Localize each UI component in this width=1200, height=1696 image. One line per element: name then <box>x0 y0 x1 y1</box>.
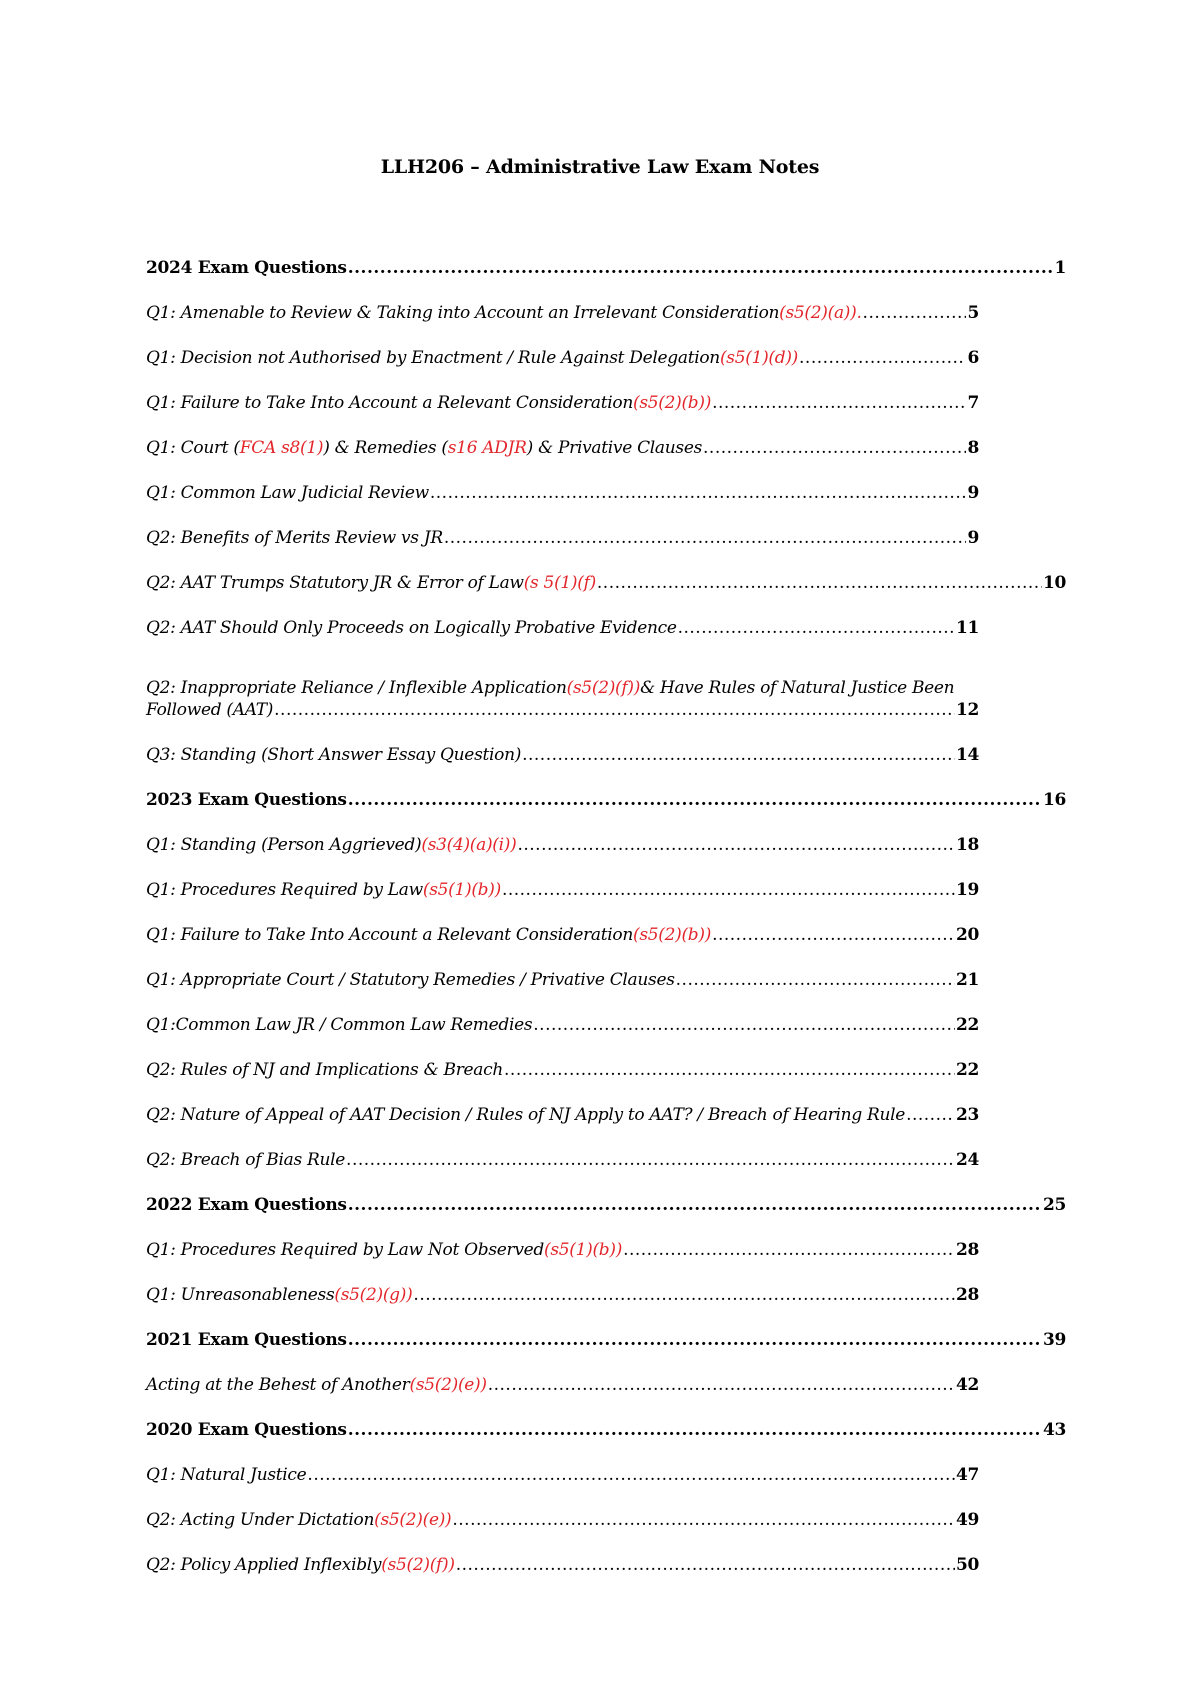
toc-leader-dots <box>348 257 1054 279</box>
toc-entry[interactable] <box>146 369 979 414</box>
toc-leader-dots <box>348 1419 1042 1441</box>
toc-entry[interactable] <box>146 279 979 324</box>
toc-entry-text: Acting at the Behest of Another <box>146 1375 410 1395</box>
toc-page-number: 14 <box>955 745 979 765</box>
toc-statute-ref: (s5(2)(f)) <box>566 678 641 698</box>
toc-entry-text: Q2: Nature of Appeal of AAT Decision / Rules of NJ Apply to AAT? / Breach of Hearing Rule <box>146 1105 906 1125</box>
toc-entry-text: Q1: Failure to Take Into Account a Relevant Consideration <box>146 925 634 945</box>
toc-page-number: 43 <box>1042 1420 1066 1440</box>
toc-entry-text: Followed (AAT) <box>146 700 274 720</box>
toc-page-number: 8 <box>967 438 979 458</box>
toc-entry-text: Q1: Decision not Authorised by Enactment / Rule Against Delegation <box>146 348 720 368</box>
toc-entry[interactable] <box>146 721 979 766</box>
toc-entry-text: Q2: AAT Should Only Proceeds on Logically Probative Evidence <box>146 618 677 638</box>
toc-leader-dots <box>346 1149 955 1171</box>
toc-entry-text: Q1: Amenable to Review & Taking into Account an Irrelevant Consideration <box>146 303 780 323</box>
toc-leader-dots <box>522 744 955 766</box>
toc-entry[interactable] <box>146 639 979 721</box>
toc-page-number: 22 <box>955 1060 979 1080</box>
toc-entry[interactable] <box>146 1531 979 1576</box>
toc-entry-text: ) & Remedies ( <box>323 438 448 458</box>
toc-statute-ref: (s5(1)(d)) <box>719 348 799 368</box>
toc-leader-dots <box>678 617 955 639</box>
toc-leader-dots <box>504 1059 955 1081</box>
toc-statute-ref: (s5(2)(b)) <box>633 393 712 413</box>
toc-entry-text: Q1: Common Law Judicial Review <box>146 483 429 503</box>
toc-entry[interactable] <box>146 1036 979 1081</box>
toc-heading[interactable] <box>146 1171 1066 1216</box>
toc-entry[interactable] <box>146 594 979 639</box>
toc-entry-text: Q1: Appropriate Court / Statutory Remedies / Privative Clauses <box>146 970 675 990</box>
toc-leader-dots <box>533 1014 955 1036</box>
toc-page-number: 49 <box>955 1510 979 1530</box>
toc-heading[interactable] <box>146 234 1066 279</box>
toc-page-number: 9 <box>967 483 979 503</box>
toc-entry[interactable] <box>146 1486 979 1531</box>
toc-entry[interactable] <box>146 811 979 856</box>
toc-leader-dots <box>413 1284 955 1306</box>
toc-heading-text: 2021 Exam Questions <box>146 1330 347 1350</box>
toc-page-number: 12 <box>955 700 979 720</box>
toc-entry-text: Q1: Procedures Required by Law Not Observed <box>146 1240 545 1260</box>
toc-page-number: 9 <box>967 528 979 548</box>
toc-page-number: 1 <box>1054 258 1066 278</box>
toc-entry-text: Q1: Court ( <box>146 438 240 458</box>
toc-leader-dots <box>799 347 966 369</box>
toc-entry[interactable] <box>146 549 1066 594</box>
toc-page-number: 11 <box>955 618 979 638</box>
toc-page-number: 28 <box>955 1240 979 1260</box>
toc-heading-text: 2022 Exam Questions <box>146 1195 347 1215</box>
toc-leader-dots <box>703 437 966 459</box>
toc-page-number: 10 <box>1042 573 1066 593</box>
toc-entry[interactable] <box>146 504 979 549</box>
toc-entry[interactable] <box>146 459 979 504</box>
toc-entry[interactable] <box>146 1126 979 1171</box>
toc-entry-text: Q2: Rules of NJ and Implications & Breach <box>146 1060 504 1080</box>
toc-entry-text: Q1: Natural Justice <box>146 1465 307 1485</box>
toc-leader-dots <box>597 572 1042 594</box>
toc-page-number: 5 <box>967 303 979 323</box>
toc-statute-ref: FCA s8(1) <box>239 438 324 458</box>
toc-leader-dots <box>502 879 955 901</box>
toc-statute-ref: (s5(2)(e)) <box>374 1510 452 1530</box>
toc-entry[interactable] <box>146 1261 979 1306</box>
toc-page-number: 20 <box>955 925 979 945</box>
toc-entry[interactable] <box>146 414 979 459</box>
toc-entry[interactable] <box>146 324 979 369</box>
toc-heading-text: 2020 Exam Questions <box>146 1420 347 1440</box>
toc-page-number: 22 <box>955 1015 979 1035</box>
toc-entry-text: Q2: Acting Under Dictation <box>146 1510 375 1530</box>
toc-page-number: 50 <box>955 1555 979 1575</box>
toc-entry-text: ) & Privative Clauses <box>526 438 703 458</box>
toc-page-number: 6 <box>967 348 979 368</box>
toc-entry[interactable] <box>146 856 979 901</box>
toc-entry-text: Q1: Failure to Take Into Account a Relevant Consideration <box>146 393 634 413</box>
toc-leader-dots <box>712 392 966 414</box>
toc-page-number: 19 <box>955 880 979 900</box>
toc-page-number: 21 <box>955 970 979 990</box>
toc-leader-dots <box>517 834 954 856</box>
toc-statute-ref: (s5(2)(g)) <box>334 1285 413 1305</box>
table-of-contents <box>146 234 1066 1576</box>
toc-page-number: 23 <box>955 1105 979 1125</box>
toc-heading[interactable] <box>146 766 1066 811</box>
toc-leader-dots <box>712 924 955 946</box>
toc-page-number: 25 <box>1042 1195 1066 1215</box>
toc-leader-dots <box>430 482 967 504</box>
toc-entry-text: Q1: Unreasonableness <box>146 1285 335 1305</box>
toc-entry-text: Q1: Standing (Person Aggrieved) <box>146 835 422 855</box>
toc-leader-dots <box>906 1104 955 1126</box>
toc-leader-dots <box>863 302 967 324</box>
toc-leader-dots <box>676 969 955 991</box>
toc-leader-dots <box>623 1239 955 1261</box>
toc-leader-dots <box>488 1374 955 1396</box>
toc-leader-dots <box>348 1194 1042 1216</box>
toc-entry-text: & Have Rules of Natural Justice Been <box>640 678 955 698</box>
toc-entry[interactable] <box>146 901 979 946</box>
toc-leader-dots <box>444 527 967 549</box>
toc-entry[interactable] <box>146 946 979 991</box>
toc-leader-dots <box>307 1464 955 1486</box>
toc-leader-dots <box>456 1554 955 1576</box>
toc-entry-text: Q2: Benefits of Merits Review vs JR <box>146 528 443 548</box>
toc-leader-dots <box>452 1509 955 1531</box>
toc-page-number: 7 <box>967 393 979 413</box>
toc-statute-ref: (s5(2)(e)) <box>409 1375 487 1395</box>
toc-page-number: 28 <box>955 1285 979 1305</box>
toc-entry-text: Q1: Procedures Required by Law <box>146 880 423 900</box>
toc-statute-ref: (s5(2)(a)). <box>779 303 862 323</box>
toc-statute-ref: (s5(2)(f)) <box>381 1555 455 1575</box>
toc-leader-dots <box>274 699 955 721</box>
toc-entry-text: Q3: Standing (Short Answer Essay Question) <box>146 745 522 765</box>
toc-leader-dots <box>348 1329 1042 1351</box>
toc-entry-text: Q2: AAT Trumps Statutory JR & Error of Law <box>146 573 524 593</box>
toc-entry[interactable] <box>146 1351 979 1396</box>
toc-entry[interactable] <box>146 1441 979 1486</box>
toc-statute-ref: s16 ADJR <box>447 438 527 458</box>
toc-entry-text: Q2: Policy Applied Inflexibly <box>146 1555 382 1575</box>
toc-statute-ref: (s 5(1)(f) <box>523 573 596 593</box>
toc-statute-ref: (s3(4)(a)(i)) <box>421 835 517 855</box>
toc-entry[interactable] <box>146 1216 979 1261</box>
toc-entry[interactable] <box>146 1081 979 1126</box>
toc-page-number: 39 <box>1042 1330 1066 1350</box>
toc-entry[interactable] <box>146 991 979 1036</box>
toc-page-number: 16 <box>1042 790 1066 810</box>
toc-entry-text: Q2: Breach of Bias Rule <box>146 1150 346 1170</box>
toc-page-number: 18 <box>955 835 979 855</box>
toc-page-number: 42 <box>955 1375 979 1395</box>
toc-entry-text: Q1:Common Law JR / Common Law Remedies <box>146 1015 533 1035</box>
toc-heading-text: 2023 Exam Questions <box>146 790 347 810</box>
toc-heading-text: 2024 Exam Questions <box>146 258 347 278</box>
toc-heading[interactable] <box>146 1396 1066 1441</box>
toc-page-number: 24 <box>955 1150 979 1170</box>
toc-page-number: 47 <box>955 1465 979 1485</box>
toc-heading[interactable] <box>146 1306 1066 1351</box>
toc-entry-line <box>146 663 979 699</box>
toc-statute-ref: (s5(2)(b)) <box>633 925 712 945</box>
document-title: LLH206 – Administrative Law Exam Notes <box>380 156 820 178</box>
toc-entry-line <box>146 699 979 721</box>
toc-statute-ref: (s5(1)(b)) <box>422 880 501 900</box>
toc-leader-dots <box>348 789 1042 811</box>
toc-entry-text: Q2: Inappropriate Reliance / Inflexible Application <box>146 678 567 698</box>
toc-statute-ref: (s5(1)(b)) <box>544 1240 623 1260</box>
